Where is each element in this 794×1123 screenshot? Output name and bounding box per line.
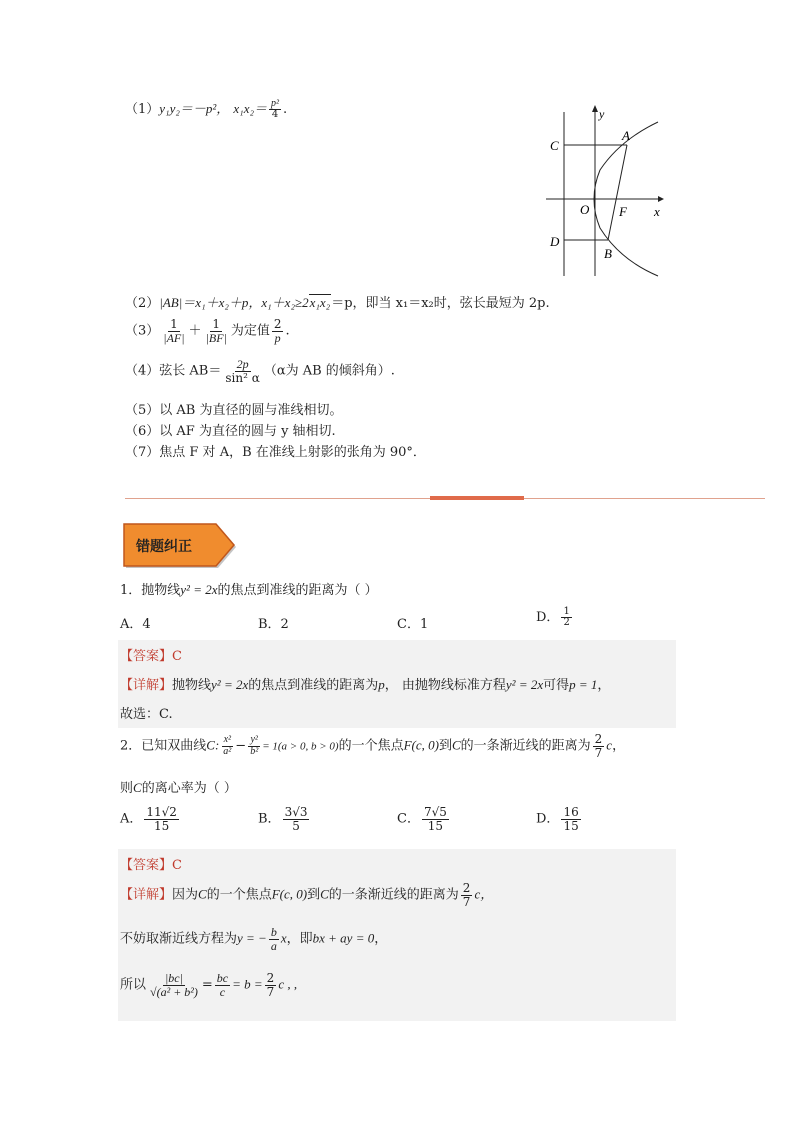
q1-option-b: B．2 (258, 617, 289, 632)
fraction: $\frac{2p}{\text{sin² α}}$ (225, 357, 260, 385)
property-6: （6）以 AF 为直径的圆与 y 轴相切. (125, 424, 336, 439)
section-divider-accent (430, 496, 524, 500)
label-c: C (550, 138, 559, 153)
fraction: $\frac{1}{|AF|}$ (163, 317, 185, 345)
fraction: $\frac{7√5}{15}$ (423, 805, 447, 833)
q2-option-b: B． $\frac{3√3}{5}$ (258, 805, 308, 833)
fraction: $\frac{1}{|BF|}$ (205, 317, 227, 345)
property-4: （4）弦长 AB＝ $\frac{2p}{\text{sin² α}}$ （α为 AB 的倾斜角）. (125, 357, 395, 385)
q2-option-c: C． $\frac{7√5}{15}$ (397, 805, 447, 833)
label-y: y (599, 107, 605, 121)
q2-detail-line2: 不妨取渐近线方程为y = − $\frac{b}{a}$ x，即bx + ay = 0， (120, 925, 388, 953)
fraction: $\frac{|bc|}{\text{√(a² + b²)}}$ (150, 971, 198, 999)
section-badge (120, 520, 240, 570)
label-a: A (622, 128, 630, 143)
q2-detail: 【详解】因为C的一个焦点F(c, 0)到C的一条渐近线的距离为 $\frac{2}{7}$ c， (120, 881, 494, 909)
fraction: $\frac{16}{15}$ (563, 805, 579, 833)
q1-detail-end: 故选：C. (120, 707, 173, 722)
q2-answer: 【答案】C (120, 858, 182, 873)
label-x: x (654, 204, 660, 219)
q2-option-a: A． $\frac{11√2}{15}$ (120, 805, 177, 833)
fraction: $\frac{\text{p²}}{4}$ (271, 97, 279, 120)
q1-detail: 【详解】抛物线y² = 2x的焦点到准线的距离为p， 由抛物线标准方程y² = 2x可得p = 1， (120, 677, 611, 693)
fraction: $\frac{1}{2}$ (563, 605, 570, 628)
q1-stem: 1．抛物线y² = 2x的焦点到准线的距离为（ ） (120, 582, 378, 598)
fraction: $\frac{\text{x²}}{\text{a²}}$ (223, 734, 232, 757)
fraction: $\frac{11√2}{15}$ (146, 805, 177, 833)
fraction: $\frac{3√3}{5}$ (284, 805, 308, 833)
section-badge-label: 错题纠正 (136, 539, 192, 555)
property-1: （1）y₁y₂＝－p²， x₁x₂＝ $\frac{\text{p²}}{4}$ . (125, 97, 288, 120)
property-2: （2）|AB|＝x₁＋x₂＋p，x₁＋x₂≥2x₁x₂＝p，即当 x₁＝x₂时，弦长最短为 2p. (125, 295, 550, 311)
q1-option-d: D． $\frac{1}{2}$ (536, 605, 570, 628)
q2-stem-line2: 则C的离心率为（ ） (120, 780, 237, 796)
q2-option-d: D． $\frac{16}{15}$ (536, 805, 579, 833)
fraction: $\frac{bc}{c}$ (216, 971, 229, 999)
property-5: （5）以 AB 为直径的圆与准线相切。 (125, 403, 343, 418)
fraction: $\frac{b}{a}$ (270, 925, 277, 953)
label-b: B (604, 246, 612, 261)
fraction: $\frac{2}{7}$ (462, 881, 471, 909)
fraction: $\frac{\text{y²}}{\text{b²}}$ (250, 734, 259, 757)
q1-option-a: A．4 (120, 617, 151, 632)
label-o: O (580, 202, 590, 217)
fraction: $\frac{2}{7}$ (594, 732, 603, 760)
q2-stem: 2．已知双曲线C: $\frac{\text{x²}}{\text{a²}}$ − $\frac{\text{y²}}{\text{b²}}$ = 1(a > 0, b > 0)的一个焦点F(c, 0)到C的一条渐近线的距离为 $\frac{2}{7}$ c， (120, 732, 626, 760)
parabola-figure (540, 100, 670, 282)
label-f: F (619, 204, 627, 219)
q2-detail-line3: 所以 $\frac{|bc|}{\text{√(a² + b²)}}$ = $\frac{bc}{c}$ = b = $\frac{2}{7}$ c , , (120, 971, 298, 999)
property-3: （3） $\frac{1}{|AF|}$ ＋ $\frac{1}{|BF|}$ 为定值 $\frac{2}{p}$ . (125, 317, 290, 345)
q1-answer: 【答案】C (120, 649, 182, 664)
label-d: D (550, 234, 560, 249)
q1-option-c: C．1 (397, 617, 429, 632)
fraction: $\frac{2}{7}$ (266, 971, 275, 999)
property-7: （7）焦点 F 对 A，B 在准线上射影的张角为 90°． (125, 445, 426, 460)
fraction: $\frac{2}{p}$ (273, 317, 282, 345)
